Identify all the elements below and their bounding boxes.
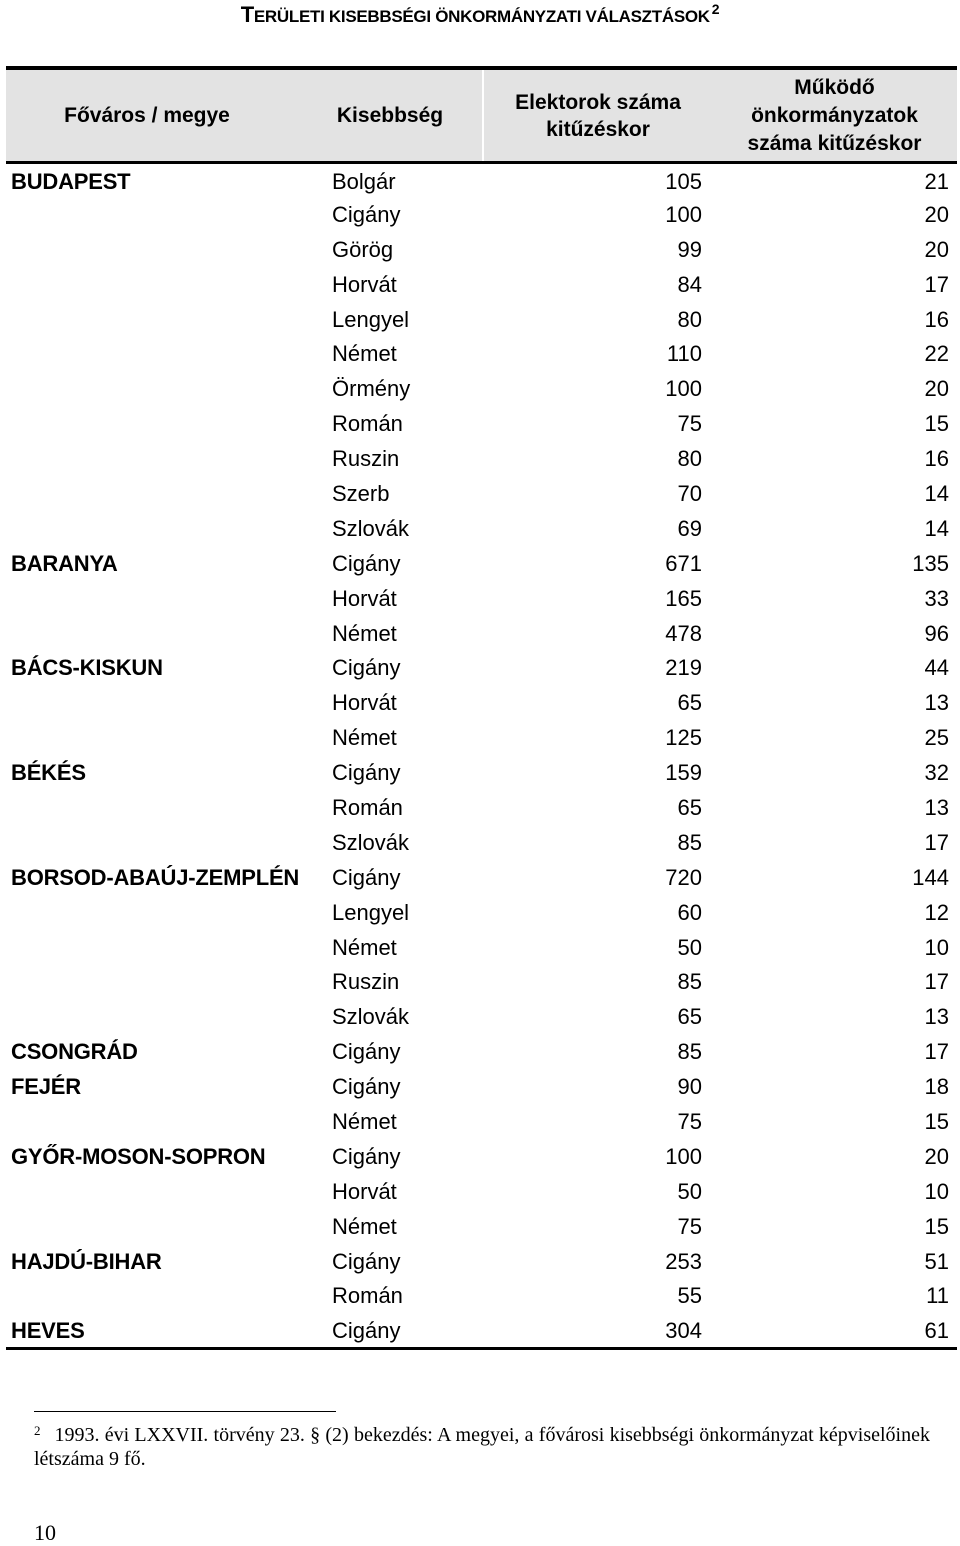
region-cell — [6, 302, 328, 337]
minority-cell: Cigány — [332, 1039, 401, 1065]
table-row — [6, 895, 957, 930]
region-cell — [6, 616, 328, 651]
councils-cell: 20 — [924, 236, 949, 262]
table-row — [6, 1139, 957, 1174]
electors-cell: 671 — [665, 550, 702, 576]
header-councils — [712, 68, 957, 163]
electors-cell: 100 — [665, 1143, 702, 1169]
councils-cell: 20 — [924, 1143, 949, 1169]
minority-cell: Német — [332, 341, 397, 367]
region-cell — [6, 825, 328, 860]
region-cell — [6, 442, 328, 477]
footnote-text: 1993. évi LXXVII. törvény 23. § (2) bekezdés: A megyei, a fővárosi kisebbségi önkormányzat képviselőinek létszáma 9 fő. — [34, 1424, 930, 1470]
councils-cell: 44 — [924, 655, 949, 681]
electors-cell: 100 — [665, 201, 702, 227]
header-electors-line1: Elektorok száma — [515, 90, 681, 114]
minority-cell: Cigány — [328, 1314, 483, 1349]
electors-cell: 65 — [677, 690, 702, 716]
minority-cell: Lengyel — [332, 899, 410, 925]
councils-cell: 18 — [924, 1074, 949, 1100]
minority-cell: Horvát — [332, 271, 397, 297]
councils-cell: 22 — [924, 341, 949, 367]
electors-cell: 80 — [677, 446, 702, 472]
region-cell — [6, 1105, 328, 1140]
councils-cell: 16 — [924, 446, 949, 472]
minority-cell: Román — [332, 411, 403, 437]
region-cell — [6, 1279, 328, 1314]
table-row — [6, 1244, 957, 1279]
region-cell — [6, 232, 328, 267]
region-cell: BUDAPEST — [11, 168, 131, 194]
minority-cell: Lengyel — [332, 306, 410, 332]
minority-cell: Cigány — [332, 655, 401, 681]
minority-cell: Cigány — [332, 550, 401, 576]
electors-cell: 69 — [677, 515, 702, 541]
table-row — [6, 1314, 957, 1349]
electors-cell: 75 — [677, 1213, 702, 1239]
region-cell — [6, 930, 328, 965]
table-row — [6, 372, 957, 407]
councils-cell: 13 — [924, 690, 949, 716]
header-minority: Kisebbség — [328, 68, 483, 163]
region-cell — [6, 407, 328, 442]
table-row — [6, 1035, 957, 1070]
minority-cell: Szlovák — [332, 829, 410, 855]
table-row — [6, 197, 957, 232]
header-row — [6, 68, 957, 163]
table-row — [6, 477, 957, 512]
table-row — [6, 407, 957, 442]
table-row — [6, 302, 957, 337]
minority-cell: Szlovák — [332, 515, 410, 541]
region-cell — [6, 791, 328, 826]
election-table — [6, 66, 957, 1350]
councils-cell: 13 — [924, 1004, 949, 1030]
table-row — [6, 791, 957, 826]
region-cell: HEVES — [6, 1314, 328, 1349]
table-body — [6, 163, 957, 1349]
region-cell — [6, 1209, 328, 1244]
footnote-divider — [34, 1411, 336, 1412]
councils-cell: 25 — [924, 725, 949, 751]
header-councils-line2: önkormányzatok — [751, 103, 918, 127]
electors-cell: 80 — [677, 306, 702, 332]
table-row — [6, 965, 957, 1000]
minority-cell: Német — [332, 620, 397, 646]
minority-cell: Cigány — [332, 864, 401, 890]
councils-cell: 61 — [712, 1314, 957, 1349]
minority-cell: Szerb — [332, 480, 390, 506]
councils-cell: 17 — [924, 1039, 949, 1065]
table-row — [6, 232, 957, 267]
table-row — [6, 1105, 957, 1140]
councils-cell: 15 — [924, 1213, 949, 1239]
minority-cell: Román — [332, 794, 403, 820]
table-row — [6, 163, 957, 198]
minority-cell: Cigány — [332, 1074, 401, 1100]
header-electors-line2: kitűzéskor — [546, 117, 650, 141]
electors-cell: 84 — [677, 271, 702, 297]
minority-cell: Szlovák — [332, 1004, 410, 1030]
table-row — [6, 1174, 957, 1209]
electors-cell: 720 — [665, 864, 702, 890]
region-cell — [6, 197, 328, 232]
minority-cell: Cigány — [332, 1248, 401, 1274]
electors-cell: 50 — [677, 1178, 702, 1204]
electors-cell: 75 — [677, 411, 702, 437]
table-row — [6, 581, 957, 616]
table-row — [6, 1070, 957, 1105]
councils-cell: 13 — [924, 794, 949, 820]
electors-cell: 75 — [677, 1108, 702, 1134]
table-row — [6, 1000, 957, 1035]
councils-cell: 32 — [924, 760, 949, 786]
region-cell — [6, 372, 328, 407]
region-cell — [6, 1000, 328, 1035]
minority-cell: Horvát — [332, 1178, 397, 1204]
electors-cell: 219 — [665, 655, 702, 681]
table-row — [6, 546, 957, 581]
region-cell — [6, 895, 328, 930]
electors-cell: 70 — [677, 480, 702, 506]
table-row — [6, 1279, 957, 1314]
electors-cell: 159 — [665, 760, 702, 786]
minority-cell: Német — [332, 1108, 397, 1134]
electors-cell: 253 — [665, 1248, 702, 1274]
region-cell: BÉKÉS — [11, 760, 86, 786]
councils-cell: 33 — [924, 585, 949, 611]
footnote — [34, 1424, 930, 1471]
region-cell: BORSOD-ABAÚJ-ZEMPLÉN — [11, 864, 300, 890]
table-row — [6, 930, 957, 965]
region-cell: BÁCS-KISKUN — [11, 655, 163, 681]
minority-cell: Horvát — [332, 585, 397, 611]
header-electors — [483, 68, 712, 163]
table-header — [6, 68, 957, 163]
table-row — [6, 825, 957, 860]
electors-cell: 90 — [677, 1074, 702, 1100]
councils-cell: 10 — [924, 934, 949, 960]
region-cell — [6, 477, 328, 512]
minority-cell: Örmény — [332, 376, 411, 402]
region-cell — [6, 337, 328, 372]
region-cell: CSONGRÁD — [11, 1039, 138, 1065]
electors-cell: 50 — [677, 934, 702, 960]
footnote-marker: 2 — [34, 1423, 41, 1438]
table-row — [6, 651, 957, 686]
electors-cell: 304 — [483, 1314, 712, 1349]
electors-cell: 110 — [666, 341, 702, 367]
electors-cell: 105 — [665, 168, 702, 194]
councils-cell: 11 — [926, 1283, 949, 1309]
electors-cell: 85 — [677, 1039, 702, 1065]
minority-cell: Ruszin — [332, 969, 400, 995]
region-cell: HAJDÚ-BIHAR — [11, 1248, 162, 1274]
header-councils-line3: száma kitűzéskor — [747, 131, 922, 155]
table-row — [6, 686, 957, 721]
councils-cell: 144 — [912, 864, 949, 890]
table-row — [6, 860, 957, 895]
page-title — [0, 2, 960, 28]
electors-cell: 60 — [677, 899, 702, 925]
table-row — [6, 1209, 957, 1244]
councils-cell: 51 — [924, 1248, 949, 1274]
electors-cell: 478 — [665, 620, 702, 646]
table-row — [6, 337, 957, 372]
region-cell — [6, 267, 328, 302]
region-cell — [6, 581, 328, 616]
minority-cell: Cigány — [332, 760, 401, 786]
councils-cell: 14 — [924, 480, 949, 506]
councils-cell: 135 — [912, 550, 949, 576]
title-text: ERÜLETI KISEBBSÉGI ÖNKORMÁNYZATI VÁLASZTÁSOK — [253, 7, 710, 26]
electors-cell: 100 — [665, 376, 702, 402]
minority-cell: Német — [332, 725, 397, 751]
header-councils-line1: Működő — [794, 75, 875, 99]
electors-cell: 125 — [665, 725, 702, 751]
councils-cell: 17 — [924, 829, 949, 855]
minority-cell: Bolgár — [332, 168, 396, 194]
electors-cell: 85 — [677, 969, 702, 995]
region-cell — [6, 721, 328, 756]
electors-cell: 65 — [677, 1004, 702, 1030]
councils-cell: 15 — [924, 411, 949, 437]
minority-cell: Görög — [332, 236, 394, 262]
page-number: 10 — [34, 1520, 56, 1545]
electors-cell: 65 — [677, 794, 702, 820]
councils-cell: 17 — [924, 969, 949, 995]
title-footnote-ref: 2 — [711, 1, 720, 17]
councils-cell: 17 — [924, 271, 949, 297]
minority-cell: Horvát — [332, 690, 397, 716]
councils-cell: 96 — [924, 620, 949, 646]
councils-cell: 15 — [924, 1108, 949, 1134]
table-row — [6, 756, 957, 791]
electors-cell: 165 — [665, 585, 702, 611]
region-cell — [6, 965, 328, 1000]
councils-cell: 20 — [924, 376, 949, 402]
electors-cell: 99 — [677, 236, 702, 262]
region-cell — [6, 686, 328, 721]
councils-cell: 10 — [924, 1178, 949, 1204]
table-row — [6, 511, 957, 546]
header-region: Főváros / megye — [6, 68, 328, 163]
region-cell — [6, 511, 328, 546]
councils-cell: 12 — [924, 899, 949, 925]
electors-cell: 55 — [677, 1283, 702, 1309]
table-row — [6, 616, 957, 651]
minority-cell: Cigány — [332, 201, 401, 227]
councils-cell: 16 — [924, 306, 949, 332]
region-cell: GYŐR-MOSON-SOPRON — [11, 1143, 266, 1169]
minority-cell: Német — [332, 1213, 397, 1239]
councils-cell: 20 — [924, 201, 949, 227]
minority-cell: Román — [332, 1283, 403, 1309]
region-cell: BARANYA — [11, 550, 118, 576]
minority-cell: Ruszin — [332, 446, 400, 472]
title-initial: T — [240, 2, 254, 27]
electors-cell: 85 — [677, 829, 702, 855]
table-row — [6, 721, 957, 756]
minority-cell: Német — [332, 934, 397, 960]
councils-cell: 21 — [924, 168, 949, 194]
region-cell: FEJÉR — [11, 1074, 81, 1100]
region-cell — [6, 1174, 328, 1209]
table-row — [6, 267, 957, 302]
councils-cell: 14 — [924, 515, 949, 541]
table-row — [6, 442, 957, 477]
minority-cell: Cigány — [332, 1143, 401, 1169]
